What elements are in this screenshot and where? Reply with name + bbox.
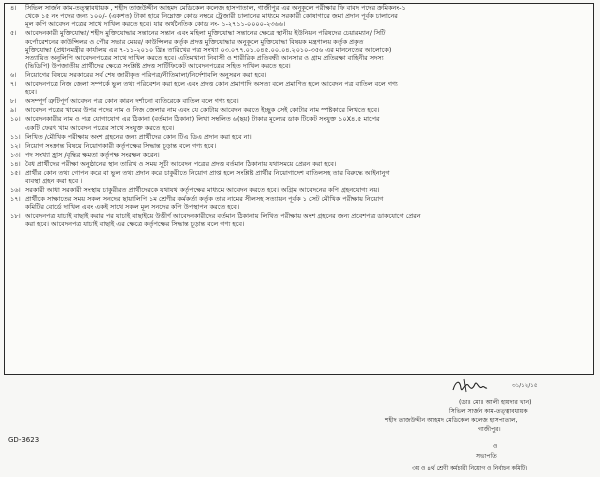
item-line: সরকারী আধা সরকারী সংস্থায় চাকুরীরত প্রার্থীদেরকে যথাযথ কর্তৃপক্ষের মাধ্যমে আবেদন করতে হবে। অগ্রিম আবেদনের কপি গ্রহনযোগ্য নয়। bbox=[25, 185, 380, 194]
item-number: ১৩। bbox=[10, 150, 21, 159]
item-line: করা হবে। আবেদনপত্র যাচাই বাছাই এর ক্ষেত্রে কর্তৃপক্ষের সিদ্ধান্ত চূড়ান্ত বলে গণ্য হবে। bbox=[25, 220, 245, 229]
item-number: ১৮। bbox=[10, 212, 21, 221]
item-line: ব্যবস্থা গ্রহন করা হবে । bbox=[25, 176, 83, 185]
item-line: আবেদনকারীর নাম ও পত্র যোগাযোগ এর ঠিকানা (বর্তমান ঠিকানা) লিখা সম্বলিত ৬(ছয়) টাকার মূল্যের ডাক টিকেট সংযুক্ত ১০X৪.৫ মাপের bbox=[25, 115, 380, 124]
notice-item bbox=[5, 160, 593, 168]
notice-item bbox=[5, 195, 593, 211]
item-number: ১৭। bbox=[10, 195, 21, 204]
item-number: ৯। bbox=[10, 106, 17, 115]
notice-item bbox=[5, 97, 593, 105]
notice-item bbox=[5, 106, 593, 114]
signature-date: ৩১/১২/১৫ bbox=[512, 383, 538, 389]
notice-item bbox=[5, 115, 593, 131]
item-line: অসম্পূর্ণ ত্রুটিপূর্ণ আবেদন পত্র কোন কারন দর্শানো ব্যতিরেকে বাতিল বলে গণ্য হবে। bbox=[25, 97, 239, 106]
handwritten-signature bbox=[450, 376, 520, 398]
notice-item bbox=[5, 29, 593, 70]
signatory-organization: শহীদ তাজউদ্দীন আহমদ মেডিকেল কলেজ হাসপাতাল, bbox=[385, 417, 518, 424]
item-line: আবেদনপত্র যাচাই বাছাই করার পর যাচাই বাছাইয়ে উত্তীর্ণ আবেদনকারীদের বর্তমান ঠিকানায় লিখিত পরীক্ষায় অংশ গ্রহনের জন্য প্রবেশপত্র ডাকযোগে প্রেরন bbox=[25, 212, 421, 221]
item-line: প্রার্থীর কোন তথ্য গোপন করে বা ভুল তথ্য প্রদান করে চাকুরীতে নিয়োগ প্রাপ্ত হলে সংশ্লিষ্ট প্রার্থীর নিয়োগাদেশ বাতিলসহ তার বিরুদ্ধে আইনানুগ bbox=[25, 168, 390, 177]
item-line: নিয়োগ সংক্রান্ত বিষয়ে নিয়োগকারী কর্তৃপক্ষের সিদ্ধান্ত চূড়ান্ত বলে গণ্য হবে। bbox=[25, 141, 217, 150]
item-line: মূল কপি আবেদন পত্রের সাথে দাখিল করতে হবে। যার অর্থনৈতিক কোড নং- ১-২৭১১-০০০০-২৩৬৬। bbox=[25, 20, 286, 29]
item-line: পদ সংখ্যা হ্রাস /বৃদ্ধির ক্ষমতা কর্তৃপক্ষ সংরক্ষন করেন। bbox=[25, 150, 160, 159]
item-number: ৬। bbox=[10, 71, 17, 80]
notice-body bbox=[4, 3, 594, 375]
item-line: বৈধ প্রার্থীদের পরীক্ষা অনুষ্ঠানের স্থান তারিখ ও সময় সূচী আবেদন পত্রের প্রদত্ত বর্তমান ঠিকানায় যথাসময়ে প্রেরন করা হবে। bbox=[25, 159, 337, 168]
item-line: লিখিত /মৌখিক পরীক্ষায় অংশ গ্রহনের জন্য প্রার্থীদের কোন টিএ ডিএ প্রদান করা হবে না। bbox=[25, 132, 252, 141]
notice-item bbox=[5, 212, 593, 228]
item-line: নিয়োগের বিষয়ে সরকারের সর্ব শেষ জারীকৃত পরিপত্র/নীতিমালা/নির্দেশাবলি অনুসরন করা হবে। bbox=[25, 71, 267, 80]
item-number: ৫। bbox=[10, 29, 17, 38]
item-line: আবেদন পত্রের খামের উপর পদের নাম ও নিজ জেলার নাম এবং যে কোটায় আবেদন করতে ইচ্ছুক সেই কোটার নাম স্পষ্টকারে লিখতে হবে। bbox=[25, 106, 380, 115]
item-line: মুক্তিযোদ্ধা (প্রধানমন্ত্রীর কার্যালয় এর ৭-১১-২০১০ খ্রিঃ তারিখের পত্র সংখ্যা ০৩.০৭৭.০১.০৪৫.০০.০৪.২০১০-৩৫৬ এর মাননেতের আলোকে) bbox=[25, 45, 392, 54]
item-line: কর্পোরেশনের কাউন্সিলর ও পৌর সভার মেয়র/ কাউন্সিলর কর্তৃক প্রদত্ত মুক্তিযোদ্ধার অনুকূলে মুক্তিযোদ্ধা বিষয়ক মন্ত্রণালয় কর্তৃক প্রকৃত bbox=[25, 37, 364, 46]
item-number: ১৫। bbox=[10, 168, 21, 177]
notice-item bbox=[5, 71, 593, 79]
signatory-title: সিভিল সার্জন কাম-তত্ত্বাবধায়ক bbox=[449, 408, 528, 415]
notice-item bbox=[5, 169, 593, 185]
item-line: আবেদনকারী মুক্তিযোদ্ধা/ শহীদ মুক্তিযোদ্ধার সন্তানের সন্তান এবং মহিলা মুক্তিযোদ্ধা সন্তানের ক্ষেত্রে স্থানীয় ইউনিয়ন পরিষদের চেয়ারম্যান/ সিটি bbox=[25, 29, 386, 38]
item-number: ৮। bbox=[10, 97, 17, 106]
item-line: সত্যায়িত অনুলিপি আবেদনপত্রের সাথে দাখিল করতে হবে। এতিমখানা নিবাসী ও শারীরিক প্রতিবন্ধী আনসার ও গ্রাম প্রতিরক্ষা বাহিনীর সদস্য bbox=[25, 53, 384, 62]
item-line: প্রার্থীকে সাক্ষাতের সময় সকল সনদের ছায়ালিপি ১ম শ্রেণীর কর্মকর্তা কর্তৃক তার নামের সীলসহ সত্যায়ন পূর্বক ১ সেট মৌখিক পরীক্ষায় নিয়োগ bbox=[25, 195, 384, 204]
item-number: ১১। bbox=[10, 132, 21, 141]
notice-item bbox=[5, 80, 593, 96]
item-number: ১৪। bbox=[10, 159, 21, 168]
notice-item bbox=[5, 4, 593, 28]
item-line: (ভিডিপি) উপজাতীয় প্রার্থীদের ক্ষেত্রে সংশ্লিষ্ট প্রদত্ত সার্টিফিকেট আবেদনপত্রের সহিত দাখিল করতে হবে। bbox=[25, 61, 291, 70]
signatory-and: ও bbox=[493, 443, 498, 450]
signatory-role: সভাপতি bbox=[476, 453, 497, 460]
notice-item bbox=[5, 133, 593, 141]
item-number: ১২। bbox=[10, 141, 21, 150]
notice-item bbox=[5, 151, 593, 159]
item-line: আবেদনপত্রে নিজ জেলা সম্পর্কে ভুল তথ্য পরিবেশন করা হলে এবং প্রদত্ত কোন প্রমাণাদি অসত্য বলে প্রমাণিত হলে আবেদন পত্র বাতিল বলে গণ্য bbox=[25, 80, 398, 89]
notice-item bbox=[5, 142, 593, 150]
signatory-city: গাজীপুর। bbox=[478, 426, 501, 433]
item-number: ১০। bbox=[10, 115, 21, 124]
item-line: কমিটির বোর্ডে দাখিল এবং একই সাথে সকল মূল সনদের কপি উপস্থাপন করতে হবে। bbox=[25, 203, 240, 212]
committee-name: ৩য় ও ৪র্থ শ্রেণী কর্মচারী নিয়োগ ও নির্বাচন কমিটি। bbox=[412, 466, 528, 472]
item-number: ৪। bbox=[10, 4, 17, 12]
item-number: ১৬। bbox=[10, 185, 21, 194]
item-line: একটি ফেরৎ খাম আবেদন পত্রের সাথে সংযুক্ত করতে হবে। bbox=[25, 123, 175, 132]
item-line: হবে। bbox=[25, 88, 37, 97]
gd-code: GD-3623 bbox=[8, 436, 40, 444]
signatory-name: (ডাঃ মোঃ আলী হায়দার খান) bbox=[459, 399, 532, 406]
item-number: ৭। bbox=[10, 80, 17, 89]
item-line: সিভিল সার্জন কাম-তত্ত্বাবধায়ক , শহীদ তাজউদ্দীন আহমদ মেডিকেল কলেজ হাসপাতাল, গাজীপুর এর অনুকূলে পরীক্ষার ফি বাবদ পদের ক্রমিকনং-১ bbox=[25, 4, 406, 12]
item-line: থেকে ১৫ নং পদের জন্য ১০০/- (একশত) টাকা হারে নিম্নোক্ত কোড নম্বরে ট্রেজারী চালানের মাধ্যমে সরকারী কোষাগারে জমা প্রদান পূর্বক চালানের bbox=[25, 12, 398, 21]
notice-item bbox=[5, 186, 593, 194]
